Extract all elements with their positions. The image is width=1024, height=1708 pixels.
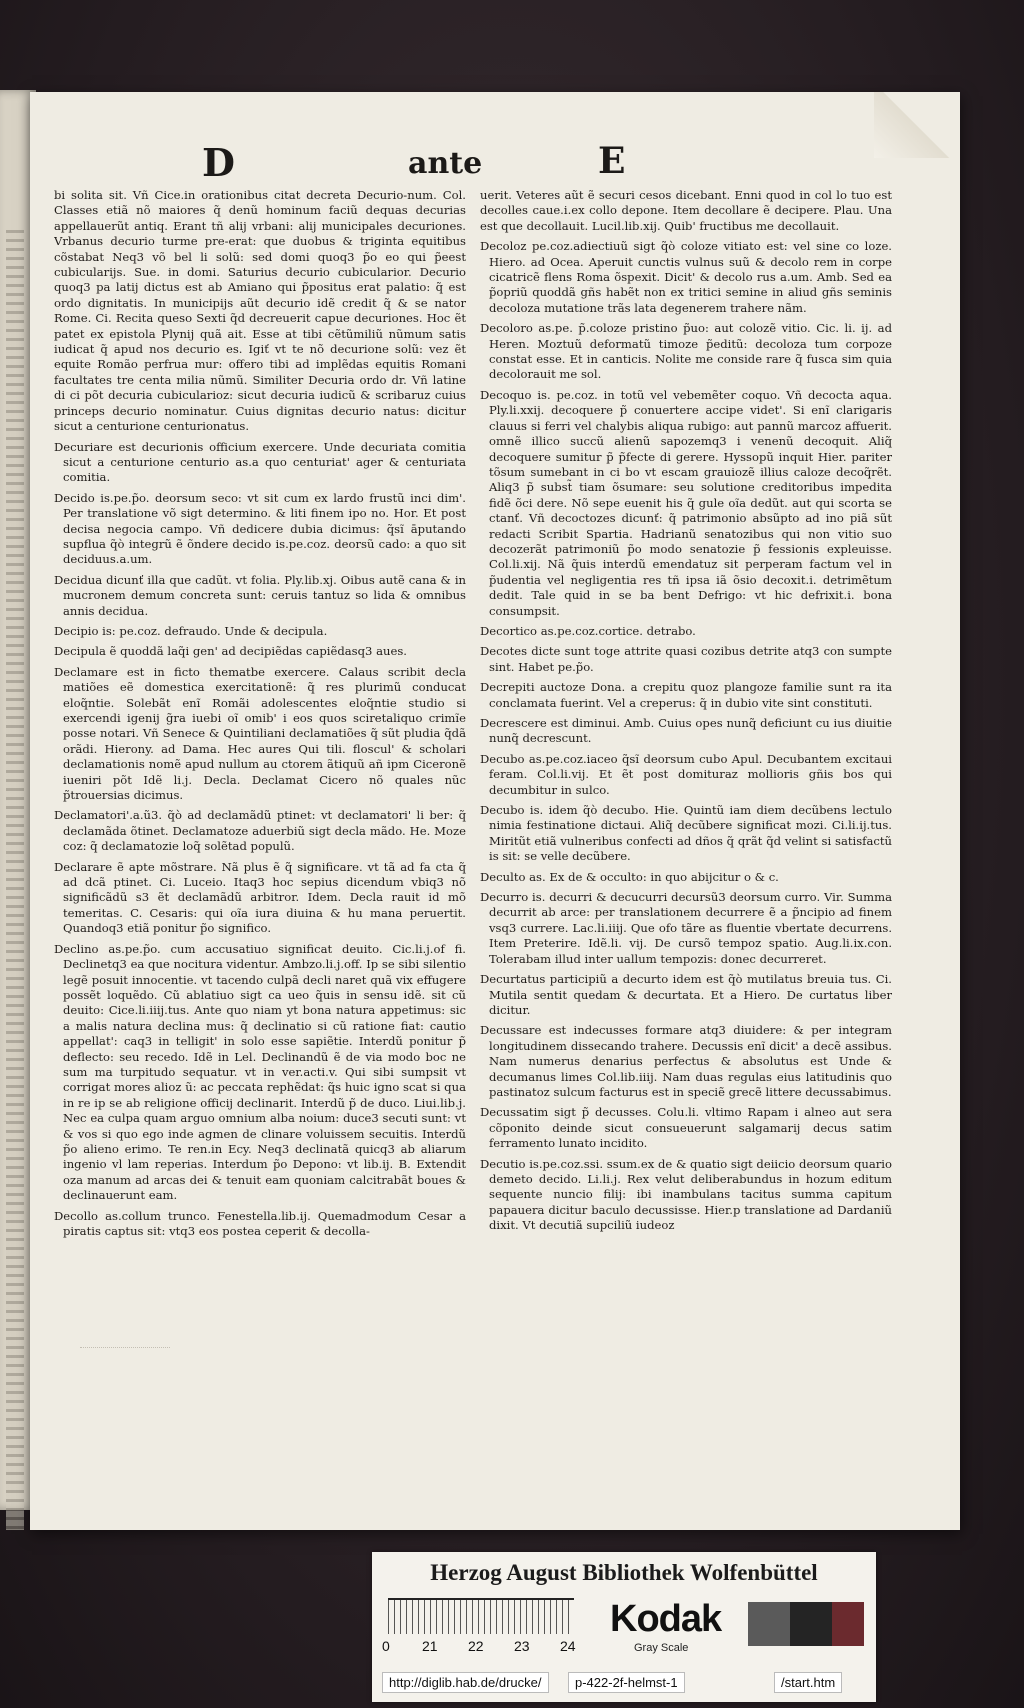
color-swatch-red [832, 1602, 864, 1646]
paragraph: Decortico as.pe.coz.cortice. detrabo. [480, 623, 696, 638]
text-column-left [54, 188, 466, 1388]
paragraph: Declarare ẽ apte mõstrare. Nã plus ẽ q̃ significare. vt tã ad fa cta q̃ ad dcã ptinet. Ci. Luceio. Itaq3 hoc sepius dicendum vbiq3 nõ significãdũ s3 ẽt declamãdũ arbitror. Idem. Decla rauit id mõ temeritas. C. Cesaris: qui oĩa iura diuina & hu mana peruertit. Quandoq3 etiã ponitur p̃o significo. [54, 859, 466, 936]
paragraph: uerit. Veteres aũt ẽ securi cesos dicebant. Enni quod in col lo tuo est decolles caue.i.ex collo depone. Item decollare ẽ decipere. Plau. Una est que decollauit. Lucil.lib.xij. Quib' fructibus me decollauit. [480, 188, 892, 233]
ruler-scale [388, 1600, 574, 1634]
paragraph: Decrescere est diminui. Amb. Cuius opes nunq̃ deficiunt cu ius diuitie nunq̃ decrescunt. [480, 716, 892, 746]
gray-swatch-mid [748, 1602, 790, 1646]
paragraph: Decutio is.pe.coz.ssi. ssum.ex de & quatio sigt deiicio deorsum quario demeto decido. Li.li.j. Rex velut deliberabundus in hozum editum sequente nuncio filij: ibi inambulans tacitus summa capitum papauera dicitur baculo decussisse. Hier.p translatione ad Dardaniũ dixit. Vt decutiã supciliũ iudeoz [480, 1156, 892, 1233]
ruler-number: 0 [382, 1638, 390, 1654]
previous-page-text-strip [6, 230, 24, 1530]
paragraph: Decoquo is. pe.coz. in totũ vel vebemẽter coquo. Vñ decocta aqua. Ply.li.xxij. decoquere p̃ conuertere accipe videt'. Si enĩ clarigaris clauus si ferri vel chalybis aliqua rubigo: aut pannũ marcoz affuerit. omnẽ illico succũ alienũ sapozemq3 i venenũ decoquit. Aliq̃ decoquere sumitur p̃ p̃fecte di gerere. Hyssopũ inquit Hier. pariter tõsum sumebant in ci bo vt escam grauiozẽ illius caloze decoq̃rẽt. Aliq3 p̃ subst̃ tiam õsumare: seu solutione creditoribus impedita fidẽ õci dere. Nõ sepe euenit his q̃ gule oĩa dedũt. aut qui scorta se ctanť. Vñ decoctozes dicunť: q̃ patrimonio absũpto ad ino piã sũt redacti Scribit Spartia. Hadrianũ senatozibus qui non vitio suo decozerãt patrimoniũ p̃o modo senatozie p̃ fessionis expleuisse. Col.li.xij. Nã q̃uis interdũ emendatuz sit perperam factum vel in p̃udentia vel negligentia res tñ ipsa iã õsio decoxit.i. detrimẽtum dedit. Tale quid in se ba bent Defrigo: vt hic defrixit.i. bona consumpsit. [480, 387, 892, 618]
scan-color-target [372, 1552, 876, 1702]
ruler-numbers [382, 1638, 582, 1654]
ruler-number: 23 [514, 1638, 530, 1654]
gray-scale-label: Gray Scale [634, 1642, 689, 1654]
paragraph: Deculto as. Ex de & occulto: in quo abijcitur o & c. [480, 869, 779, 884]
paragraph: Decollo as.collum trunco. Fenestella.lib.ij. Quemadmodum Cesar a piratis captus sit: vtq3 eos postea ceperit & decolla- [54, 1208, 466, 1238]
paragraph: Decussare est indecusses formare atq3 diuidere: & per integram longitudinem dissecando trahere. Decussis enĩ dicit' a decẽ assibus. Nam numerus denarius perfectus & absolutus est Unde & decumanus limes Col.lib.iiij. Nam duas regulas eius latitudinis quo pastinatoz sulcum facturus est in speciẽ grecẽ littere decussabimus. [480, 1023, 892, 1099]
paragraph: Decoloro as.pe. p̃.coloze pristino p̃uo: aut colozẽ vitio. Cic. li. ij. ad Heren. Moztuũ deformatũ timoze p̃editũ: decoloza tum corpoze constat esse. Et in canticis. Nolite me conside rare q̃ fusca sim quia decolorauit me sol. [480, 321, 892, 382]
ruler-number: 24 [560, 1638, 576, 1654]
book-page [30, 92, 960, 1530]
digilib-url[interactable]: http://diglib.hab.de/drucke/ [382, 1672, 549, 1693]
paragraph: Decidua dicunť illa que cadũt. vt folia. Ply.lib.xj. Oibus autẽ cana & in mucronem demum concreta sunt: ceruis tantuz so lida & omnibus annis decidua. [54, 572, 466, 618]
digilib-id[interactable]: p-422-2f-helmst-1 [568, 1672, 685, 1693]
library-title: Herzog August Bibliothek Wolfenbüttel [430, 1560, 818, 1585]
ruler-number: 21 [422, 1638, 438, 1654]
digilib-start[interactable]: /start.htm [774, 1672, 842, 1693]
paragraph: Declamatori'.a.ũ3. q̃ò ad declamãdũ ptinet: vt declamatori' li ber: q̃ declamãda õtinet. Declamatoze aduerbiũ sigt decla mãdo. He. Moze coz: q̃ declamatozie loq̃ solẽtad populũ. [54, 808, 466, 854]
paragraph: Declino as.pe.p̃o. cum accusatiuo significat deuito. Cic.li.j.of fi. Declinetq3 ea que nocitura videntur. Ambzo.li.j.off. Ip se sibi silentio legẽ posuit innocentie. vt tacendo culpã decli naret quã vix effugere possẽt loquẽdo. Cũ ablatiuo sigt ca ueo q̃uis in sensu idẽ. sit cũ deuito: Cice.li.iiij.tus. Ante quo niam yt bona natura appetimus: sic a malis natura declina mus: q̃ declinatio si cũ ratione fiat: cautio appellat': caq3 in telligit' in solo esse sapiẽtie. Interdũ ponitur p̃ deflecto: seu recedo. Idẽ in Lel. Declinandũ ẽ de via modo boc ne sum ma turpitudo sequatur. vt in ver.acti.v. Qui sibi sumpsit vt corrigat mores alioz ũ: ac peccata rephẽdat: q̃s huic igno scat si qua in re ip se ab religione officij declinarit. Interdũ p̃ de duco. Liui.lib.j. Nec ea culpa quam arguo omnium alba noium: duce3 secuti sunt: vt & vos si quo ego inde agmen de clinare voluissem secuitis. Interdũ p̃o alieno erimo. Te ren.in Ecy. Neq3 declinatã quicq3 ab aliarum ingenio vl lam reperias. Interdum p̃o Depono: vt lib.ij. B. Extendit oza manum ad arcas dei & tenuit eam quoniam calcitrabãt boues & declinauerunt eam. [54, 941, 466, 1203]
paragraph: Decubo as.pe.coz.iaceo q̃sĩ deorsum cubo Apul. Decubantem excitaui feram. Col.li.vij. Et ẽt post domituraz mollioris gñis bos qui decumbitur in sulco. [480, 751, 892, 797]
paragraph: bi solita sit. Vñ Cice.in orationibus citat decreta Decurio-num. Col. Classes etiã nõ maiores q̃ denũ hominum faciũ dequas decurias appellauerũt antiq. Erant tñ alij vrbani: alij municipales decuriones. Vrbanus decurio turme pre-erat: que duobus & triginta equitibus cõstabat Neq3 võ bel li solũ: sed domi quoq3 p̃o eo qui p̃eest cubicularijs. Sue. in domi. Saturius decurio cubicularior. Decurio quoq3 pa latij dictus est ab Amiano qui p̃positus erat palatio: q̃ est ordo dignitatis. In municipijs aũt decurio idẽ credit q̃ & se nator Rome. Ci. Recita queso Sexti q̃d decreuerit capue decuriones. Hoc ẽt patet ex epistola Plynij quã ait. Esse at tibi cẽtũmiliũ nũmum satis iudicat q̃ apud nos decurio es. Igiť vt te nõ decurione solũ: vez ẽt equite Romão perfrua mur: offero tibi ad implẽdas equitis Romani facultates tre centa milia nũmũ. Similiter Decuria ordo dr. Vñ latine di ci põt decuria cubicularioz: sicut decuria iudicũ & scribaruz cuius princeps decurio nominatur. Cuius dignitas decurio natus: dicitur sicut a centurione centurionatus. [54, 188, 466, 434]
paragraph: Decurro is. decurri & decucurri decursũ3 deorsum curro. Vir. Summa decurrit ab arce: per translationem decurrere ẽ a p̃ncipio ad finem vsq3 currere. Lac.li.iiij. Que ofo tãre as fluentie vbertate decurrens. Item Preterire. Idẽ.li. vij. De cursõ tempoz spatio. Aug.li.ix.con. Tolerabam illud inter uallum tempozis: donec decurreret. [480, 890, 892, 966]
paragraph: Decussatim sigt p̃ decusses. Colu.li. vltimo Rapam i alneo aut sera cõponito deinde sicut consueuerunt salgamarij decus satim ferramento lunato incidito. [480, 1105, 892, 1151]
text-column-right [480, 188, 892, 1388]
header-running-title: ante [408, 146, 483, 181]
header-left-letter: D [202, 140, 235, 185]
running-head [30, 140, 960, 190]
ruler-number: 22 [468, 1638, 484, 1654]
gray-swatch-dark [790, 1602, 832, 1646]
header-right-letter: E [598, 140, 626, 182]
paragraph: Decipio is: pe.coz. defraudo. Unde & decipula. [54, 623, 328, 638]
paragraph: Decotes dicte sunt toge attrite quasi cozibus detrite atq3 con sumpte sint. Habet pe.p̃o. [480, 644, 892, 674]
paragraph: Decuriare est decurionis officium exercere. Unde decuriata comitia sicut a centurione centurio as.a quo centuriat' ager & centuriata comitia. [54, 439, 466, 485]
paragraph: Decipula ẽ quoddã laq̃i gen' ad decipiẽdas capiẽdasq3 aues. [54, 644, 407, 659]
paragraph: Declamare est in ficto thematbe exercere. Calaus scribit decla matiões eẽ domestica exercitationẽ: q̃ res plurimũ conducat eloq̃ntie. Solebãt enĩ Romãi adolescentes eloq̃ntie studio si exercendi igenij g̃ra iuebi oĩ omib' i eos quos sciretaliquo crimĩe posse notari. Vñ Senece & Quintiliani declamatiões q̃ sũt pludia q̃dã orãdi. Hierony. ad Dama. Hec aures Qui tili. floscul' & scholari declamationis nomẽ apud nullum au ctorem ãtiquũ añ ipm Ciceronẽ iueniri põt Idẽ li.j. Decla. Declamat Cicero nõ quales nũc p̃trouersias dicimus. [54, 664, 466, 803]
page-footer-mark [80, 1337, 170, 1348]
paragraph: Decubo is. idem q̃ò decubo. Hie. Quintũ iam diem decũbens lectulo nimia festinatione dictaui. Aliq̃ decũbere significat mozi. Ci.li.ij.tus. Miritũt etiã vulneribus confecti ad dños q̃ qrãt q̃d velint si satisfactũ is sit: se velle decũbere. [480, 803, 892, 864]
paragraph: Decoloz pe.coz.adiectiuũ sigt q̃ò coloze vitiato est: vel sine co loze. Hiero. ad Ocea. Aperuit cunctis vulnus suũ & decolo rem in corpe cicatricẽ flens Roma õspexit. Dicit' & decolo rus a.um. Amb. Sed ea p̃opriũ quoddã gñs habẽt non ex tritici semine in aliud gñs seminis decoloza mutatione trãs lata degenerem trahere nãm. [480, 239, 892, 315]
paragraph: Decrepiti auctoze Dona. a crepitu quoz plangoze familie sunt ra ita conclamata fuerint. Vel a creperus: q̃ in dubio vite sint constituti. [480, 680, 892, 710]
kodak-logo: Kodak [610, 1598, 722, 1640]
paragraph: Decido is.pe.p̃o. deorsum seco: vt sit cum ex lardo frustũ inci dim'. Per translatione võ sigt determino. & liti finem ipo no. Hor. Et post decisa negocia campo. Vñ dedicere dubia dicimus: q̃sĩ āputando supflua q̃ò integrũ ẽ õndere decido is.pe.coz. deorsũ cado: a quo sit deciduus.a.um. [54, 490, 466, 567]
paragraph: Decurtatus participiũ a decurto idem est q̃ò mutilatus breuia tus. Ci. Mutila sentit quedam & decurtata. Et a Hiero. De curtatus liber dicitur. [480, 972, 892, 1017]
